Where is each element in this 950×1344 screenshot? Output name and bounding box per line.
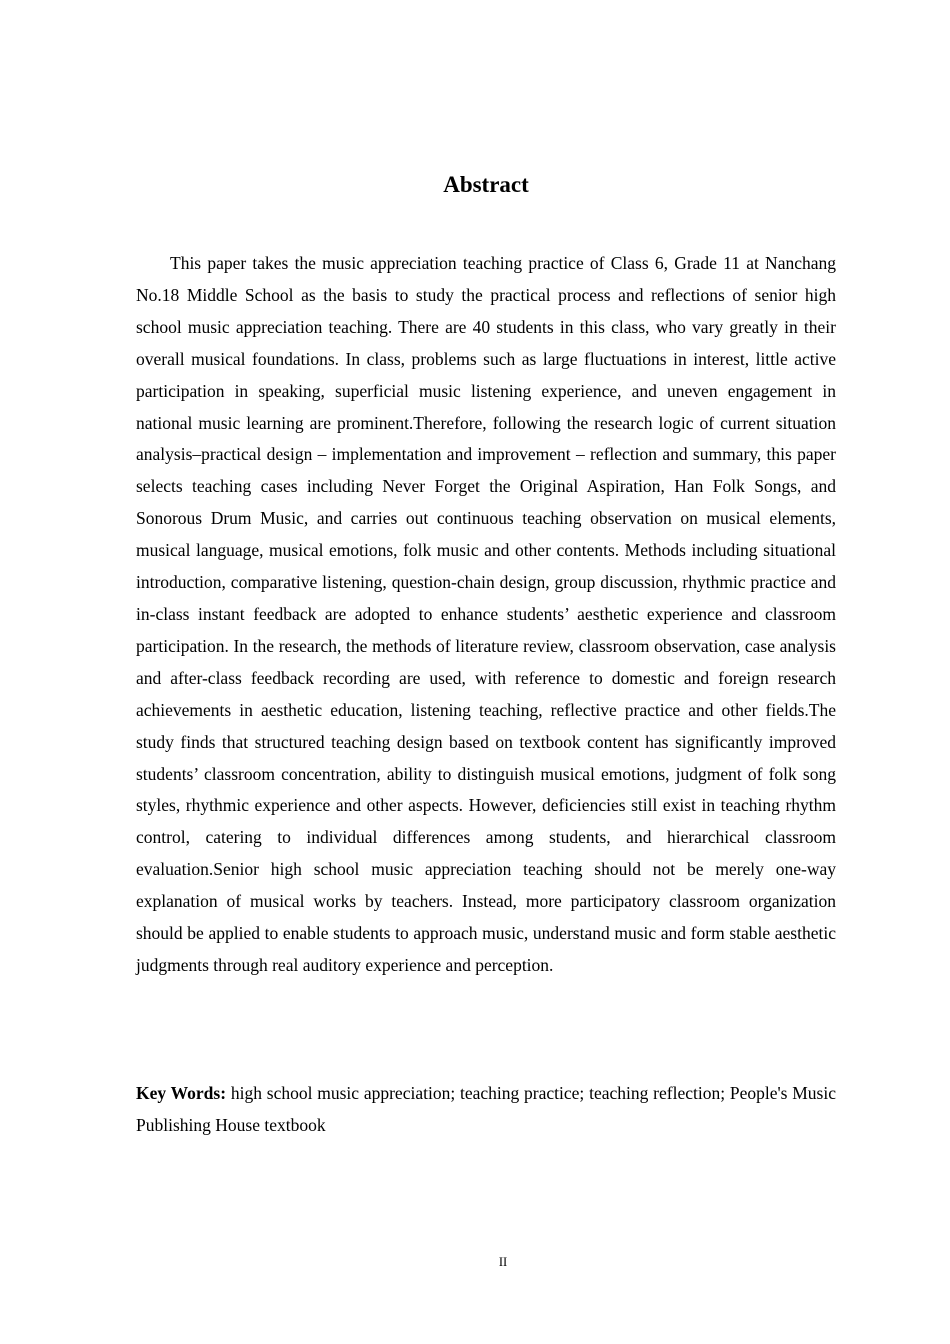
page-number: II — [498, 1255, 508, 1269]
keywords-paragraph — [136, 1078, 836, 1142]
keywords-label: Key Words: — [136, 1083, 227, 1103]
keywords-text: high school music appreciation; teaching practice; teaching reflection; People's Music Publishing House textbook — [136, 1083, 836, 1135]
abstract-body: This paper takes the music appreciation teaching practice of Class 6, Grade 11 at Nanchang No.18 Middle School as the basis to study the practical process and reflections of senior high school music appreciation teaching. There are 40 students in this class, who vary greatly in their overall musical foundations. In class, problems such as large fluctuations in interest, little active participation in speaking, superficial music listening experience, and uneven engagement in national music learning are prominent.Therefore, following the research logic of current situation analysis–practical design – implementation and improvement – reflection and summary, this paper selects teaching cases including Never Forget the Original Aspiration, Han Folk Songs, and Sonorous Drum Music, and carries out continuous teaching observation on musical elements, musical language, musical emotions, folk music and other contents. Methods including situational introduction, comparative listening, question-chain design, group discussion, rhythmic practice and in-class instant feedback are adopted to enhance students’ aesthetic experience and classroom participation. In the research, the methods of literature review, classroom observation, case analysis and after-class feedback recording are used, with reference to domestic and foreign research achievements in aesthetic education, listening teaching, reflective practice and other fields.The study finds that structured teaching design based on textbook content has significantly improved students’ classroom concentration, ability to distinguish musical emotions, judgment of folk song styles, rhythmic experience and other aspects. However, deficiencies still exist in teaching rhythm control, catering to individual differences among students, and hierarchical classroom evaluation.Senior high school music appreciation teaching should not be merely one-way explanation of musical works by teachers. Instead, more participatory classroom organization should be applied to enable students to approach music, understand music and form stable aesthetic judgments through real auditory experience and perception. — [136, 253, 836, 975]
abstract-title: Abstract — [443, 172, 529, 197]
